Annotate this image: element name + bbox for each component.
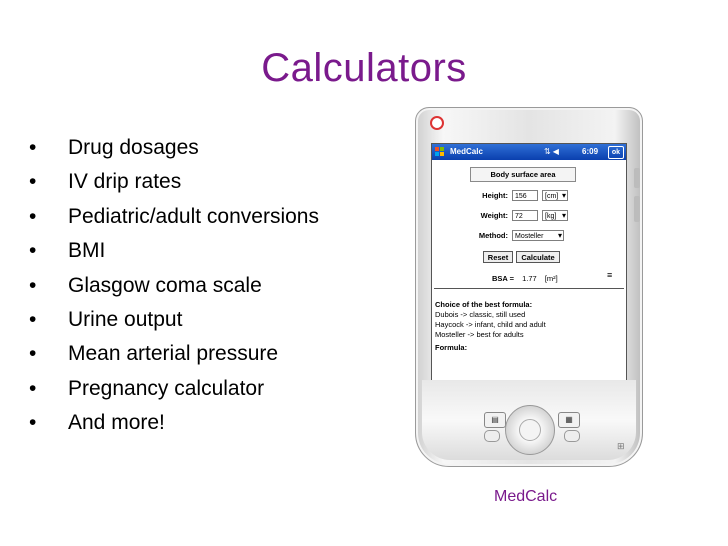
dpad-center-button[interactable] — [519, 419, 541, 441]
formula-heading: Formula: — [435, 343, 468, 352]
pda-device — [415, 107, 643, 467]
height-label: Height: — [482, 191, 508, 200]
list-item: • Pediatric/adult conversions — [28, 204, 358, 229]
ok-button[interactable]: ok — [608, 146, 624, 159]
calculator-select-button[interactable]: Body surface area — [470, 167, 576, 182]
calculator-form — [432, 160, 626, 380]
weight-label: Weight: — [480, 211, 508, 220]
device-screen — [431, 143, 627, 397]
bsa-value: 1.77 — [522, 274, 537, 283]
calendar-key-icon[interactable]: ▦ — [558, 412, 580, 428]
list-item: • BMI — [28, 238, 358, 263]
bsa-unit: [m²] — [544, 274, 558, 283]
reset-button[interactable]: Reset — [483, 251, 513, 263]
status-icons — [544, 147, 561, 156]
scroll-indicator[interactable]: ≡ — [607, 270, 613, 280]
device-caption: MedCalc — [494, 488, 558, 505]
app-title: MedCalc — [450, 147, 483, 156]
info-line: Haycock -> infant, child and adult — [435, 320, 546, 329]
list-item: • Mean arterial pressure — [28, 341, 358, 366]
info-line: Mosteller -> best for adults — [435, 330, 524, 339]
list-item: • Drug dosages — [28, 135, 358, 160]
side-button[interactable] — [634, 168, 640, 188]
dpad-control[interactable] — [505, 405, 555, 455]
list-item: • IV drip rates — [28, 169, 358, 194]
call-key[interactable] — [484, 430, 500, 442]
method-label: Method: — [478, 231, 508, 240]
list-item: • Glasgow coma scale — [28, 273, 358, 298]
list-item: • And more! — [28, 410, 358, 435]
divider — [434, 288, 624, 289]
signal-icon: ⇅ — [544, 147, 553, 156]
end-key[interactable] — [564, 430, 580, 442]
contacts-key-icon[interactable]: ▤ — [484, 412, 506, 428]
calculate-button[interactable]: Calculate — [516, 251, 560, 263]
title-bar — [432, 144, 626, 160]
power-button[interactable] — [430, 116, 444, 130]
slide-title: Calculators — [261, 46, 467, 90]
clock: 6:09 — [582, 147, 599, 156]
height-input[interactable]: 156 — [512, 190, 538, 201]
volume-icon: ◀ — [552, 147, 561, 156]
list-item: • Urine output — [28, 307, 358, 332]
weight-input[interactable]: 72 — [512, 210, 538, 221]
feature-list — [28, 135, 358, 445]
list-item: • Pregnancy calculator — [28, 376, 358, 401]
weight-unit-select[interactable]: [kg] ▾ — [542, 210, 568, 221]
windows-start-icon[interactable] — [435, 147, 445, 157]
method-select[interactable]: Mosteller ▾ — [512, 230, 564, 241]
info-heading: Choice of the best formula: — [435, 300, 533, 309]
info-line: Dubois -> classic, still used — [435, 310, 526, 319]
height-unit-select[interactable]: [cm] ▾ — [542, 190, 568, 201]
bsa-result — [492, 274, 558, 283]
windows-logo-icon: ⊞ — [617, 441, 625, 451]
bsa-label: BSA = — [492, 274, 515, 283]
side-button[interactable] — [634, 196, 640, 222]
